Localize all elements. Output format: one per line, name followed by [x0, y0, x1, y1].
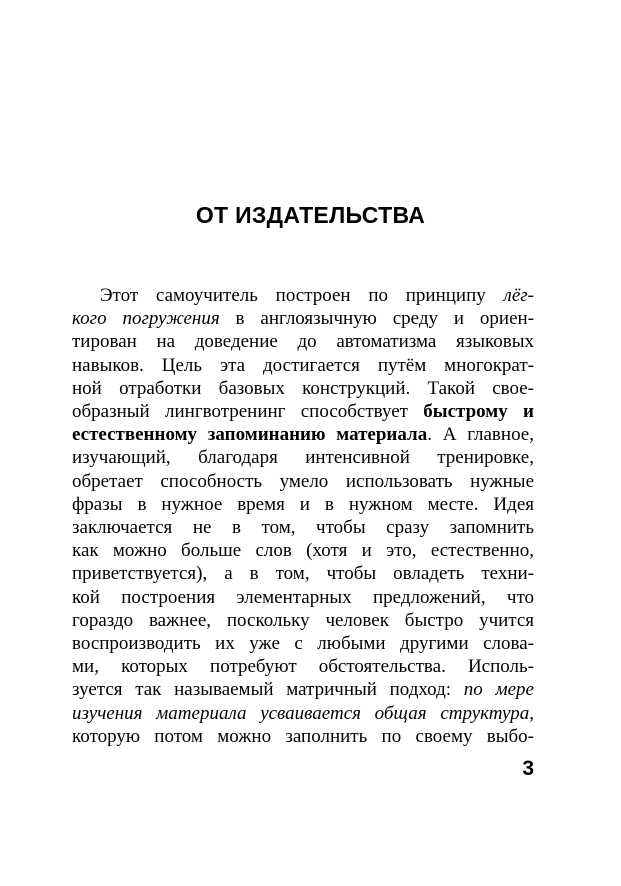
text-line: [72, 702, 534, 725]
text-line: [72, 446, 534, 469]
italic-run: по мере: [463, 679, 534, 701]
text-line: [72, 354, 534, 377]
text-line: [72, 423, 534, 446]
text-line: [72, 377, 534, 400]
text-run: обретает способность умело использовать нужные: [72, 470, 534, 492]
text-line: [72, 586, 534, 609]
text-line: [72, 725, 534, 748]
text-line: [72, 284, 534, 307]
text-line: [72, 539, 534, 562]
text-line: [72, 678, 534, 701]
bold-run: естественному запоминанию материала: [72, 424, 428, 446]
body-paragraph: [72, 284, 534, 748]
italic-run: кого погружения: [72, 308, 220, 330]
bold-run: быстрому и: [423, 401, 534, 423]
italic-run: лёг-: [503, 285, 534, 306]
text-run: как можно больше слов (хотя и это, естественно,: [72, 540, 534, 562]
text-run: приветствуется), а в том, чтобы овладеть техни-: [72, 563, 534, 585]
text-run: ми, которых потребуют обстоятельства. Исполь-: [72, 656, 534, 678]
text-run: которую потом можно заполнить по своему выбо-: [72, 725, 534, 747]
text-run: ,: [529, 702, 534, 724]
text-run: кой построения элементарных предложений, что: [72, 586, 534, 608]
text-line: [72, 562, 534, 585]
text-line: [72, 330, 534, 353]
text-line: [72, 632, 534, 655]
text-line: [72, 493, 534, 516]
text-run: . А главное,: [427, 424, 534, 446]
text-run: воспроизводить их уже с любыми другими слова-: [72, 633, 534, 655]
text-run: зуется так называемый матричный подход:: [72, 679, 464, 701]
text-run: ной отработки базовых конструкций. Такой свое-: [72, 377, 534, 399]
text-line: [72, 400, 534, 423]
text-run: заключается не в том, чтобы сразу запомнить: [72, 517, 534, 539]
text-run: фразы в нужное время и в нужном месте. Идея: [72, 493, 534, 515]
text-run: изучающий, благодаря интенсивной тренировке,: [72, 447, 534, 469]
text-line: [72, 609, 534, 632]
page-number: 3: [522, 757, 534, 780]
text-run: тирован на доведение до автоматизма языковых: [72, 331, 534, 353]
text-run: гораздо важнее, поскольку человек быстро учится: [72, 609, 534, 631]
text-line: [72, 307, 534, 330]
text-run: навыков. Цель эта достигается путём многократ-: [72, 354, 534, 376]
text-run: в англоязычную среду и ориен-: [219, 308, 535, 330]
text-line: [72, 470, 534, 493]
page-title: ОТ ИЗДАТЕЛЬСТВА: [195, 202, 426, 228]
italic-run: изучения материала усваивается общая структура: [72, 702, 530, 724]
text-line: [72, 655, 534, 678]
text-run: образный лингвотренинг способствует: [72, 401, 424, 423]
text-line: [72, 516, 534, 539]
text-run: Этот самоучитель построен по принципу: [100, 285, 504, 306]
